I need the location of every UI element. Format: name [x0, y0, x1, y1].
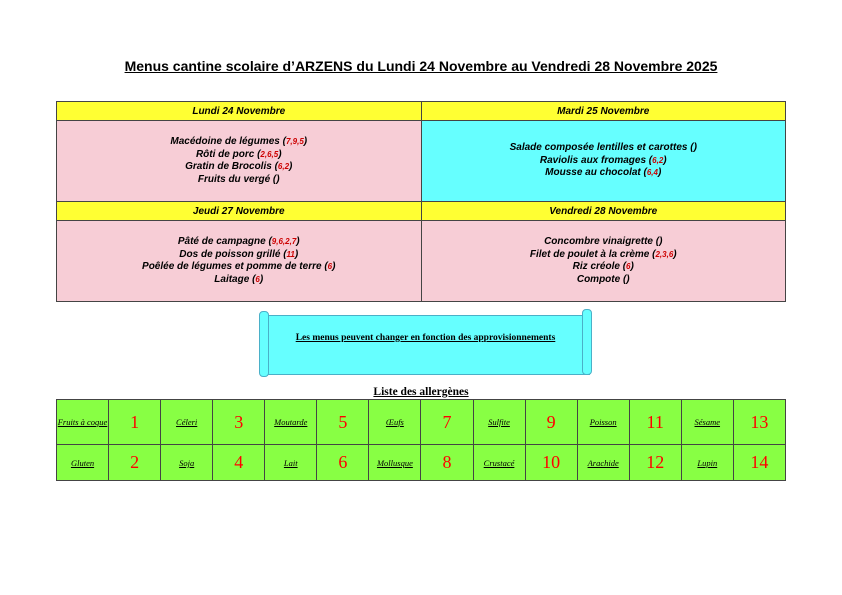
allergen-codes: 6 [255, 274, 260, 284]
menu-item: Rôti de porc (2,6,5) [195, 148, 282, 160]
allergen-number: 3 [213, 400, 265, 445]
allergen-codes: 6 [327, 262, 333, 271]
dish-name: Salade composée lentilles et carottes [509, 142, 688, 154]
allergen-number: 9 [525, 400, 577, 445]
dish-name: Riz créole [572, 261, 620, 272]
day-menu [57, 121, 422, 202]
allergen-name: Sésame [681, 400, 733, 445]
scroll-roll-left [259, 311, 269, 377]
dish-name: Gratin de Brocolis [185, 161, 272, 172]
day-header: Lundi 24 Novembre [57, 102, 422, 121]
dish-name: Pâté de campagne [177, 236, 266, 247]
day-header: Jeudi 27 Novembre [57, 202, 422, 221]
allergen-number: 12 [629, 445, 681, 481]
day-header: Vendredi 28 Novembre [421, 202, 786, 221]
dish-name: Fruits du vergé [197, 173, 271, 185]
menu-item: Raviolis aux fromages (6,2) [539, 154, 667, 166]
allergen-name: Lupin [681, 445, 733, 481]
allergen-name: Mollusque [369, 445, 421, 481]
dish-name: Macédoine de légumes [170, 136, 280, 147]
dish-name: Filet de poulet à la crème [529, 248, 650, 260]
allergen-codes: 6 [626, 262, 631, 271]
allergen-name: Sulfite [473, 400, 525, 445]
dish-name: Compote [576, 273, 621, 285]
allergen-number: 10 [525, 445, 577, 481]
allergen-name: Moutarde [265, 400, 317, 445]
menu-item: Pâté de campagne (9,6,2,7) [177, 236, 300, 247]
dish-name: Poêlée de légumes et pomme de terre [142, 261, 322, 272]
allergen-codes: 6,4 [646, 168, 658, 178]
menu-table [56, 101, 786, 302]
allergen-table [56, 399, 786, 481]
allergen-codes: 9,6,2,7 [271, 237, 297, 246]
allergen-name: Arachide [577, 445, 629, 481]
allergen-list-title: Liste des allergènes [373, 386, 469, 398]
dish-name: Mousse au chocolat [545, 167, 641, 179]
allergen-number: 4 [213, 445, 265, 481]
dish-name: Rôti de porc [195, 148, 255, 160]
allergen-name: Fruits à coque [57, 400, 109, 445]
dish-name: Concombre vinaigrette [544, 236, 653, 247]
menu-item: Fruits du vergé () [197, 173, 280, 185]
allergen-number: 13 [733, 400, 785, 445]
menu-item: Poêlée de légumes et pomme de terre (6) [142, 261, 336, 272]
allergen-codes: 6,2 [277, 162, 290, 171]
allergen-number: 5 [317, 400, 369, 445]
allergen-codes: 6,2 [652, 155, 664, 165]
allergen-name: Crustacé [473, 445, 525, 481]
allergen-codes: 2,3,6 [655, 249, 674, 259]
dish-name: Raviolis aux fromages [539, 154, 647, 166]
allergen-number: 14 [733, 445, 785, 481]
page-title: Menus cantine scolaire d’ARZENS du Lundi 24 Novembre au Vendredi 28 Novembre 2025 [124, 58, 718, 74]
menu-item: Mousse au chocolat (6,4) [545, 167, 662, 179]
allergen-number: 6 [317, 445, 369, 481]
allergen-number: 2 [109, 445, 161, 481]
scroll-body [263, 315, 590, 375]
dish-name: Laitage [214, 273, 250, 285]
menu-item: Concombre vinaigrette () [544, 236, 663, 247]
allergen-number: 11 [629, 400, 681, 445]
menu-item: Dos de poisson grillé (11) [179, 248, 299, 260]
allergen-name: Céleri [161, 400, 213, 445]
allergen-codes: 7,9,5 [285, 137, 304, 146]
menu-item: Salade composée lentilles et carottes () [509, 142, 697, 154]
allergen-codes: 11 [286, 249, 295, 259]
allergen-number: 7 [421, 400, 473, 445]
day-menu [57, 221, 422, 302]
allergen-name: Œufs [369, 400, 421, 445]
allergen-name: Soja [161, 445, 213, 481]
allergen-name: Gluten [57, 445, 109, 481]
menu-item: Riz créole (6) [572, 261, 634, 272]
menu-item: Macédoine de légumes (7,9,5) [170, 136, 308, 147]
allergen-number: 1 [109, 400, 161, 445]
menu-item: Filet de poulet à la crème (2,3,6) [529, 248, 677, 260]
allergen-name: Lait [265, 445, 317, 481]
day-header: Mardi 25 Novembre [421, 102, 786, 121]
menu-item: Gratin de Brocolis (6,2) [185, 161, 293, 172]
day-menu [421, 121, 786, 202]
dish-name: Dos de poisson grillé [179, 248, 281, 260]
notice-scroll [259, 309, 592, 377]
menu-item: Compote () [576, 273, 630, 285]
notice-text: Les menus peuvent changer en fonction des approvisionnements [295, 333, 556, 343]
day-menu [421, 221, 786, 302]
allergen-codes: 2,6,5 [260, 149, 279, 159]
allergen-number: 8 [421, 445, 473, 481]
menu-item: Laitage (6) [214, 273, 264, 285]
allergen-name: Poisson [577, 400, 629, 445]
